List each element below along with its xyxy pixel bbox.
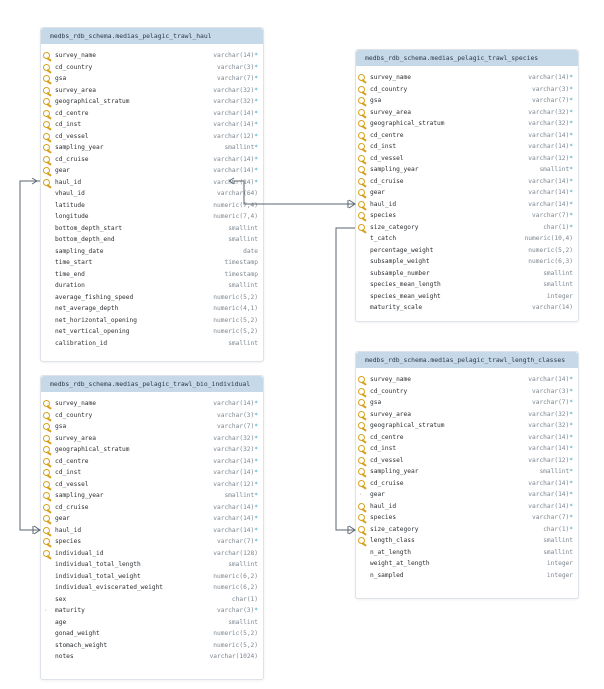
not-null-marker: * (569, 456, 573, 464)
column-type-text: varchar(32) (528, 422, 570, 429)
column-type-text: numeric(5,2) (213, 630, 258, 637)
not-null-marker: * (254, 98, 258, 105)
column-type-text: integer (546, 292, 573, 300)
link-bio-haul (20, 181, 40, 530)
not-null-marker: * (569, 491, 573, 498)
column-type-text: varchar(7) (217, 75, 255, 82)
column-type-text: varchar(12) (528, 154, 570, 162)
not-null-marker: * (254, 400, 258, 407)
column-name: stomach_weight (55, 641, 108, 649)
column-name: cd_cruise (370, 479, 404, 487)
column-type-text: varchar(32) (528, 108, 570, 116)
column-name: n_sampled (370, 571, 404, 579)
not-null-marker: * (254, 423, 258, 430)
column-name: subsample_weight (370, 258, 430, 265)
column-type-text: varchar(32) (528, 410, 570, 418)
column-type-text: varchar(7) (532, 399, 570, 406)
column-type-text: numeric(5,2) (213, 641, 258, 649)
column-type-text: varchar(14) (528, 177, 570, 185)
column-type-text: integer (546, 560, 573, 567)
column-type-text: varchar(3) (217, 411, 255, 419)
column-name: sex (55, 595, 67, 603)
not-null-marker: * (254, 109, 258, 117)
column-name: net_average_depth (55, 305, 119, 312)
not-null-marker: * (254, 515, 258, 522)
column-name: cd_country (370, 387, 408, 395)
column-type-text: timestamp (224, 259, 258, 266)
column-type-text: varchar(3) (217, 607, 255, 614)
not-null-marker: * (569, 433, 573, 441)
not-null-marker: * (254, 526, 258, 534)
not-null-marker: * (254, 132, 258, 140)
column-type-text: varchar(14) (528, 131, 570, 139)
column-name: cd_centre (55, 109, 89, 117)
not-null-marker: * (569, 422, 573, 429)
column-type-text: smallint (543, 269, 573, 277)
column-type-text: smallint (224, 144, 255, 151)
column-type-text: varchar(12) (213, 480, 255, 488)
not-null-marker: * (254, 538, 258, 545)
column-type-text: smallint (224, 492, 255, 499)
column-name: net_vertical_opening (55, 328, 130, 335)
column-name: average_fishing_speed (55, 293, 134, 301)
column-name: gsa (370, 97, 382, 104)
column-name: cd_cruise (55, 503, 89, 511)
not-null-marker: * (569, 445, 573, 452)
column-name: geographical_stratum (55, 446, 130, 453)
not-null-marker: * (569, 410, 573, 418)
not-null-marker: * (254, 52, 258, 59)
column-name: species (370, 514, 397, 521)
column-name: cd_inst (370, 445, 397, 452)
column-name: time_end (55, 270, 85, 278)
column-type-text: varchar(32) (213, 446, 255, 453)
column-type-text: numeric(5,2) (528, 246, 573, 254)
column-name: size_category (370, 223, 419, 231)
column-name: cd_vessel (370, 154, 404, 162)
column-type-text: varchar(14) (213, 515, 255, 522)
column-name: survey_area (370, 108, 411, 116)
column-name: species_mean_length (370, 281, 441, 288)
column-name: time_start (55, 259, 93, 266)
column-type-text: varchar(14) (213, 503, 255, 511)
column-type-text: varchar(32) (213, 434, 255, 442)
not-null-marker: * (569, 502, 573, 510)
column-type-text: smallint (228, 561, 258, 568)
column-name: survey_name (370, 376, 411, 383)
column-name: t_catch (370, 235, 397, 242)
column-name: survey_area (55, 86, 96, 94)
not-null-marker: * (569, 108, 573, 116)
column-type-text: varchar(7) (217, 423, 255, 430)
column-type-text: smallint (543, 548, 573, 556)
column-name: weight_at_length (370, 560, 430, 567)
not-null-marker: * (569, 85, 573, 93)
not-null-marker: * (569, 212, 573, 219)
column-type-text: numeric(7,4) (213, 213, 258, 220)
not-null-marker: * (254, 480, 258, 488)
not-null-marker: * (569, 468, 573, 475)
column-name: net_horizontal_opening (55, 316, 137, 324)
column-name: cd_centre (55, 457, 89, 465)
column-name: notes (55, 653, 74, 660)
not-null-marker: * (569, 387, 573, 395)
column-type-text: char(1) (231, 595, 258, 603)
not-null-marker: * (569, 399, 573, 406)
column-name: cd_vessel (55, 480, 89, 488)
column-type-text: varchar(14) (528, 433, 570, 441)
column-type-text: varchar(14) (528, 491, 570, 498)
column-type-text: varchar(12) (213, 132, 255, 140)
not-null-marker: * (254, 457, 258, 465)
column-type-text: varchar(14) (528, 200, 570, 208)
column-type-text: char(1) (543, 525, 570, 533)
column-type-text: varchar(14) (213, 469, 255, 476)
column-name: gsa (55, 423, 67, 430)
not-null-marker: * (254, 178, 258, 186)
not-null-marker: * (254, 446, 258, 453)
column-name: cd_cruise (370, 177, 404, 185)
column-name: individual_eviscerated_weight (55, 584, 164, 591)
column-type-text: varchar(14) (213, 109, 255, 117)
column-type-text: smallint (543, 537, 573, 544)
column-name: survey_area (370, 410, 411, 418)
column-name: cd_vessel (370, 456, 404, 464)
table-title: medbs_rdb_schema.medias_pelagic_trawl_haul (41, 28, 263, 44)
column-name: species (370, 212, 397, 219)
column-name: species (55, 538, 82, 545)
column-name: vhaul_id (55, 190, 85, 197)
column-name: survey_area (55, 434, 96, 442)
column-type-text: varchar(7) (532, 97, 570, 104)
column-type-text: smallint (228, 236, 258, 243)
column-type-text: varchar(14) (213, 155, 255, 163)
column-name: age (55, 618, 67, 626)
not-null-icon: · (359, 491, 363, 498)
column-name: cd_centre (370, 131, 404, 139)
column-name: sampling_date (55, 247, 104, 255)
column-type-text: varchar(14) (528, 74, 570, 81)
column-name: cd_country (55, 63, 93, 71)
not-null-marker: * (254, 121, 258, 128)
column-name: sampling_year (55, 492, 104, 499)
column-type-text: varchar(14) (213, 178, 255, 186)
not-null-marker: * (254, 503, 258, 511)
not-null-marker: * (254, 492, 258, 499)
column-name: bottom_depth_start (55, 224, 123, 232)
not-null-marker: * (254, 607, 258, 614)
column-name: haul_id (55, 526, 82, 534)
column-type-text: smallint (539, 166, 570, 173)
column-name: geographical_stratum (370, 422, 445, 429)
column-name: gsa (370, 399, 382, 406)
column-name: haul_id (370, 200, 397, 208)
column-name: cd_inst (370, 143, 397, 150)
column-type-text: smallint (543, 281, 573, 288)
column-type-text: varchar(12) (528, 456, 570, 464)
column-name: sampling_year (370, 468, 419, 475)
column-type-text: numeric(5,2) (213, 316, 258, 324)
column-type-text: smallint (228, 282, 258, 289)
not-null-marker: * (569, 154, 573, 162)
column-type-text: varchar(7) (532, 212, 570, 219)
not-null-marker: * (569, 131, 573, 139)
column-name: duration (55, 282, 85, 289)
column-type-text: smallint (228, 618, 258, 626)
not-null-marker: * (569, 74, 573, 81)
not-null-marker: * (254, 434, 258, 442)
column-name: sampling_year (55, 144, 104, 151)
column-name: geographical_stratum (55, 98, 130, 105)
column-name: calibration_id (55, 339, 108, 347)
not-null-marker: * (254, 155, 258, 163)
not-null-marker: * (254, 144, 258, 151)
column-name: gear (370, 189, 385, 196)
column-name: cd_country (55, 411, 93, 419)
column-type-text: varchar(14) (213, 400, 255, 407)
column-name: cd_country (370, 85, 408, 93)
not-null-marker: * (254, 63, 258, 71)
column-type-text: numeric(4,1) (213, 305, 258, 312)
column-name: gear (370, 491, 385, 498)
column-name: geographical_stratum (370, 120, 445, 127)
column-name: size_category (370, 525, 419, 533)
not-null-marker: * (569, 200, 573, 208)
column-name: n_at_length (370, 548, 411, 556)
not-null-marker: * (569, 166, 573, 173)
column-name: species_mean_weight (370, 292, 441, 300)
column-name: subsample_number (370, 269, 430, 277)
column-name: bottom_depth_end (55, 236, 115, 243)
column-type-text: smallint (228, 339, 258, 347)
column-name: individual_total_length (55, 561, 141, 568)
column-name: percentage_weight (370, 246, 434, 254)
column-name: gsa (55, 75, 67, 82)
column-type-text: varchar(3) (532, 85, 570, 93)
column-name: longitude (55, 213, 89, 220)
column-type-text: varchar(14) (528, 502, 570, 510)
column-type-text: char(1) (543, 223, 570, 231)
column-name: sampling_year (370, 166, 419, 173)
column-type-text: varchar(1024) (209, 653, 258, 660)
column-type-text: varchar(32) (213, 86, 255, 94)
column-type-text: timestamp (224, 270, 258, 278)
not-null-marker: * (254, 86, 258, 94)
column-type-text: varchar(14) (213, 526, 255, 534)
column-type-text: varchar(128) (213, 549, 258, 557)
not-null-marker: * (569, 514, 573, 521)
not-null-marker: * (569, 525, 573, 533)
column-name: cd_inst (55, 469, 82, 476)
column-type-text: varchar(14) (532, 304, 573, 311)
column-name: haul_id (55, 178, 82, 186)
not-null-marker: * (569, 376, 573, 383)
link-length-species (336, 228, 355, 530)
column-name: survey_name (55, 400, 96, 407)
column-name: individual_id (55, 549, 104, 557)
column-type-text: varchar(14) (528, 189, 570, 196)
column-name: gonad_weight (55, 630, 100, 637)
not-null-marker: * (569, 189, 573, 196)
not-null-marker: * (254, 167, 258, 174)
column-type-text: varchar(7) (217, 538, 255, 545)
table-title: medbs_rdb_schema.medias_pelagic_trawl_length_classes (356, 352, 578, 368)
column-name: survey_name (370, 74, 411, 81)
table-title: medbs_rdb_schema.medias_pelagic_trawl_bio_individual (41, 376, 263, 392)
not-null-marker: * (569, 223, 573, 231)
column-name: length_class (370, 537, 415, 544)
column-name: individual_total_weight (55, 572, 141, 580)
column-type-text: varchar(32) (528, 120, 570, 127)
column-type-text: numeric(6,2) (213, 584, 258, 591)
not-null-marker: * (254, 75, 258, 82)
column-name: gear (55, 515, 70, 522)
column-type-text: numeric(5,2) (213, 293, 258, 301)
not-null-marker: * (569, 177, 573, 185)
column-name: gear (55, 167, 70, 174)
column-type-text: integer (546, 571, 573, 579)
table-title: medbs_rdb_schema.medias_pelagic_trawl_species (356, 50, 578, 66)
column-name: latitude (55, 201, 85, 209)
not-null-icon: · (44, 607, 48, 614)
column-type-text: varchar(3) (217, 63, 255, 71)
column-name: maturity_scale (370, 304, 423, 311)
column-type-text: varchar(7) (532, 514, 570, 521)
not-null-marker: * (569, 120, 573, 127)
not-null-marker: * (569, 479, 573, 487)
column-type-text: varchar(14) (528, 479, 570, 487)
column-type-text: numeric(10,4) (524, 235, 573, 242)
column-type-text: varchar(3) (532, 387, 570, 395)
column-type-text: numeric(6,3) (528, 258, 573, 265)
column-name: cd_inst (55, 121, 82, 128)
column-type-text: varchar(32) (213, 98, 255, 105)
not-null-marker: * (254, 411, 258, 419)
column-type-text: varchar(14) (528, 376, 570, 383)
column-type-text: smallint (228, 224, 258, 232)
not-null-marker: * (254, 469, 258, 476)
column-name: haul_id (370, 502, 397, 510)
column-type-text: varchar(14) (213, 121, 255, 128)
column-name: cd_vessel (55, 132, 89, 140)
not-null-marker: * (569, 143, 573, 150)
column-type-text: numeric(5,2) (213, 328, 258, 335)
column-type-text: varchar(14) (528, 143, 570, 150)
not-null-marker: * (569, 97, 573, 104)
column-type-text: varchar(14) (528, 445, 570, 452)
column-type-text: date (243, 247, 258, 255)
column-name: survey_name (55, 52, 96, 59)
column-type-text: varchar(64) (217, 190, 258, 197)
column-type-text: varchar(14) (213, 52, 255, 59)
column-type-text: varchar(14) (213, 167, 255, 174)
column-name: maturity (55, 607, 85, 614)
column-type-text: numeric(6,2) (213, 572, 258, 580)
column-type-text: varchar(14) (213, 457, 255, 465)
column-type-text: numeric(7,4) (213, 201, 258, 209)
column-name: cd_centre (370, 433, 404, 441)
column-type-text: smallint (539, 468, 570, 475)
column-name: cd_cruise (55, 155, 89, 163)
